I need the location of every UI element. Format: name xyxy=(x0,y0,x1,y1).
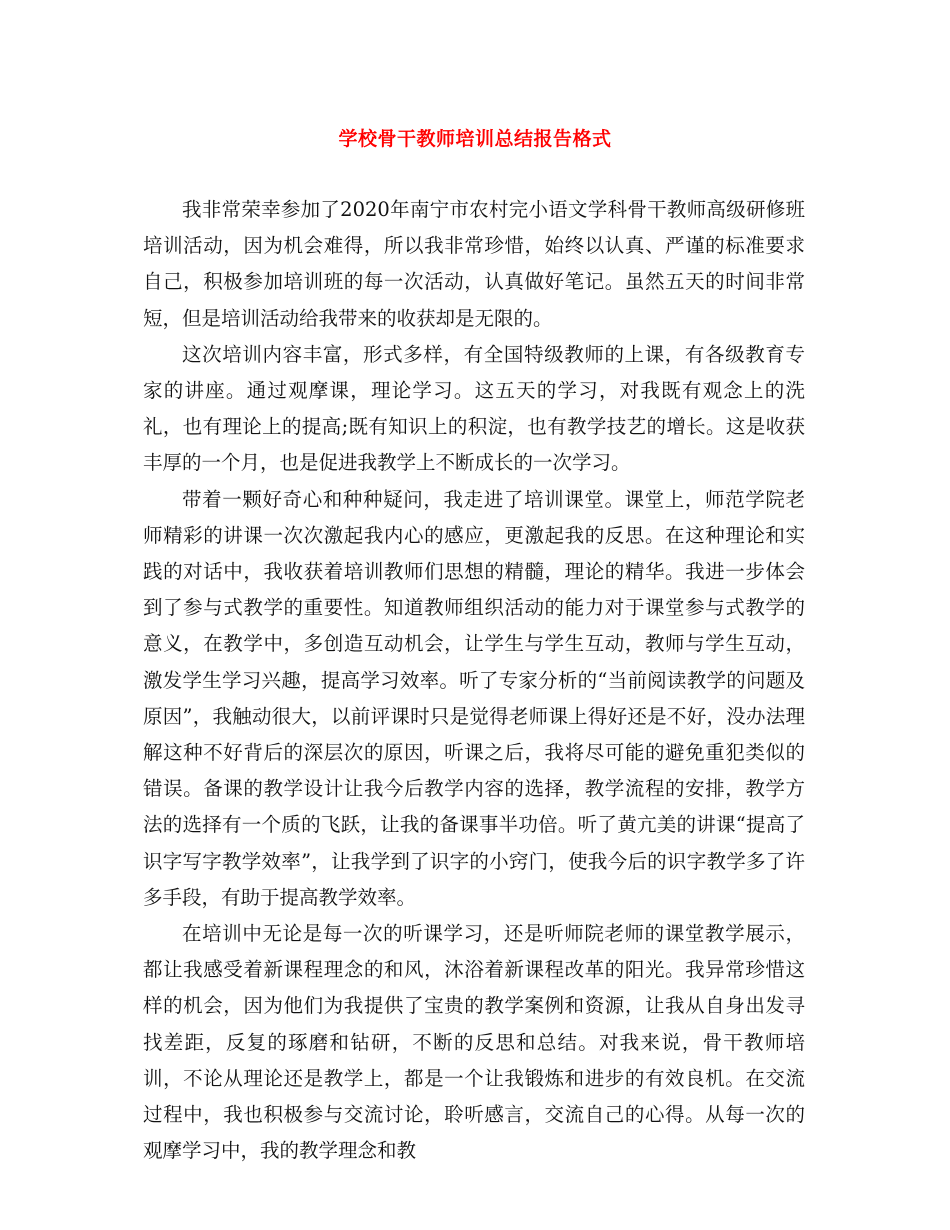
document-title: 学校骨干教师培训总结报告格式 xyxy=(338,128,612,150)
paragraph-4: 在培训中无论是每一次的听课学习，还是听师院老师的课堂教学展示，都让我感受着新课程理念的和风，沐浴着新课程改革的阳光。我异常珍惜这样的机会，因为他们为我提供了宝贵的教学案例和资源，让我从自身出发寻找差距，反复的琢磨和钻研，不断的反思和总结。对我来说，骨干教师培训，不论从理论还是教学上，都是一个让我锻炼和进步的有效良机。在交流过程中，我也积极参与交流讨论，聆听感言，交流自己的心得。从每一次的观摩学习中，我的教学理念和教 xyxy=(143,922,805,1163)
document-body xyxy=(143,192,805,1169)
paragraph-3: 带着一颗好奇心和种种疑问，我走进了培训课堂。课堂上，师范学院老师精彩的讲课一次次激起我内心的感应，更激起我的反思。在这种理论和实践的对话中，我收获着培训教师们思想的精髓，理论的精华。我进一步体会到了参与式教学的重要性。知道教师组织活动的能力对于课堂参与式教学的意义，在教学中，多创造互动机会，让学生与学生互动，教师与学生互动，激发学生学习兴趣，提高学习效率。听了专家分析的“当前阅读教学的问题及原因”，我触动很大，以前评课时只是觉得老师课上得好还是不好，没办法理解这种不好背后的深层次的原因，听课之后，我将尽可能的避免重犯类似的错误。备课的教学设计让我今后教学内容的选择，教学流程的安排，教学方法的选择有一个质的飞跃，让我的备课事半功倍。听了黄亢美的讲课“提高了识字写字教学效率”，让我学到了识字的小窍门，使我今后的识字教学多了许多手段，有助于提高教学效率。 xyxy=(143,487,805,909)
paragraph-2: 这次培训内容丰富，形式多样，有全国特级教师的上课，有各级教育专家的讲座。通过观摩课，理论学习。这五天的学习，对我既有观念上的洗礼，也有理论上的提高;既有知识上的积淀，也有教学技艺的增长。这是收获丰厚的一个月，也是促进我教学上不断成长的一次学习。 xyxy=(143,342,805,475)
paragraph-1: 我非常荣幸参加了2020年南宁市农村完小语文学科骨干教师高级研修班培训活动，因为机会难得，所以我非常珍惜，始终以认真、严谨的标准要求自己，积极参加培训班的每一次活动，认真做好笔记。虽然五天的时间非常短，但是培训活动给我带来的收获却是无限的。 xyxy=(143,198,805,330)
